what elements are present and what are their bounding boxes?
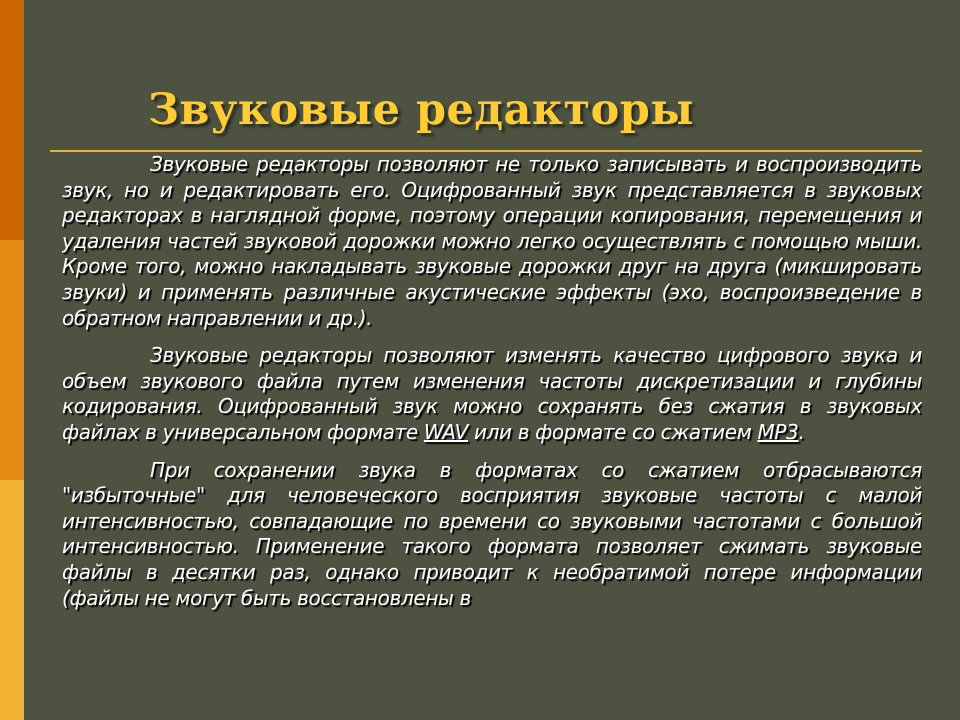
side-bar-segment-middle (0, 240, 24, 480)
side-bar-segment-top (0, 0, 24, 240)
wav-link[interactable]: WAV (423, 419, 468, 444)
paragraph-formats-text-3: . (798, 419, 805, 444)
paragraph-editing: Звуковые редакторы позволяют не только записывать и воспроизводить звук, но и редактировать его. Оцифрованный звук представляется в звуковых редакторах в наглядной форме, поэтому операции копирования, перемещения и удаления частей звуковой дорожки можно легко осуществлять с помощью мыши. Кроме того, можно накладывать звуковые дорожки друг на друга (микшировать звуки) и применять различные акустические эффекты (эхо, воспроизведение в обратном направлении и др.). (62, 152, 922, 330)
paragraph-formats-text-2: или в формате со сжатием (467, 419, 758, 444)
paragraph-formats-text-1: Звуковые редакторы позволяют изменять качество цифрового звука и объем звукового файла путем изменения частоты дискретизации и глубины кодирования. Оцифрованный звук можно сохранять без сжатия в звуковых файлах в универсальном формате (62, 343, 922, 444)
slide-title: Звуковые редакторы (148, 85, 694, 135)
mp3-link[interactable]: MP3 (757, 419, 799, 444)
paragraph-formats (62, 343, 922, 445)
side-bar-segment-bottom (0, 480, 24, 720)
paragraph-compression: При сохранении звука в форматах со сжатием отбрасываются "избыточные" для человеческого восприятия звуковые частоты с малой интенсивностью, совпадающие по времени со звуковыми частотами с большой интенсивностью. Применение такого формата позволяет сжимать звуковые файлы в десятки раз, однако приводит к необратимой потере информации (файлы не могут быть восстановлены в (62, 457, 922, 610)
side-accent-bar (0, 0, 24, 720)
slide-body (62, 152, 922, 720)
